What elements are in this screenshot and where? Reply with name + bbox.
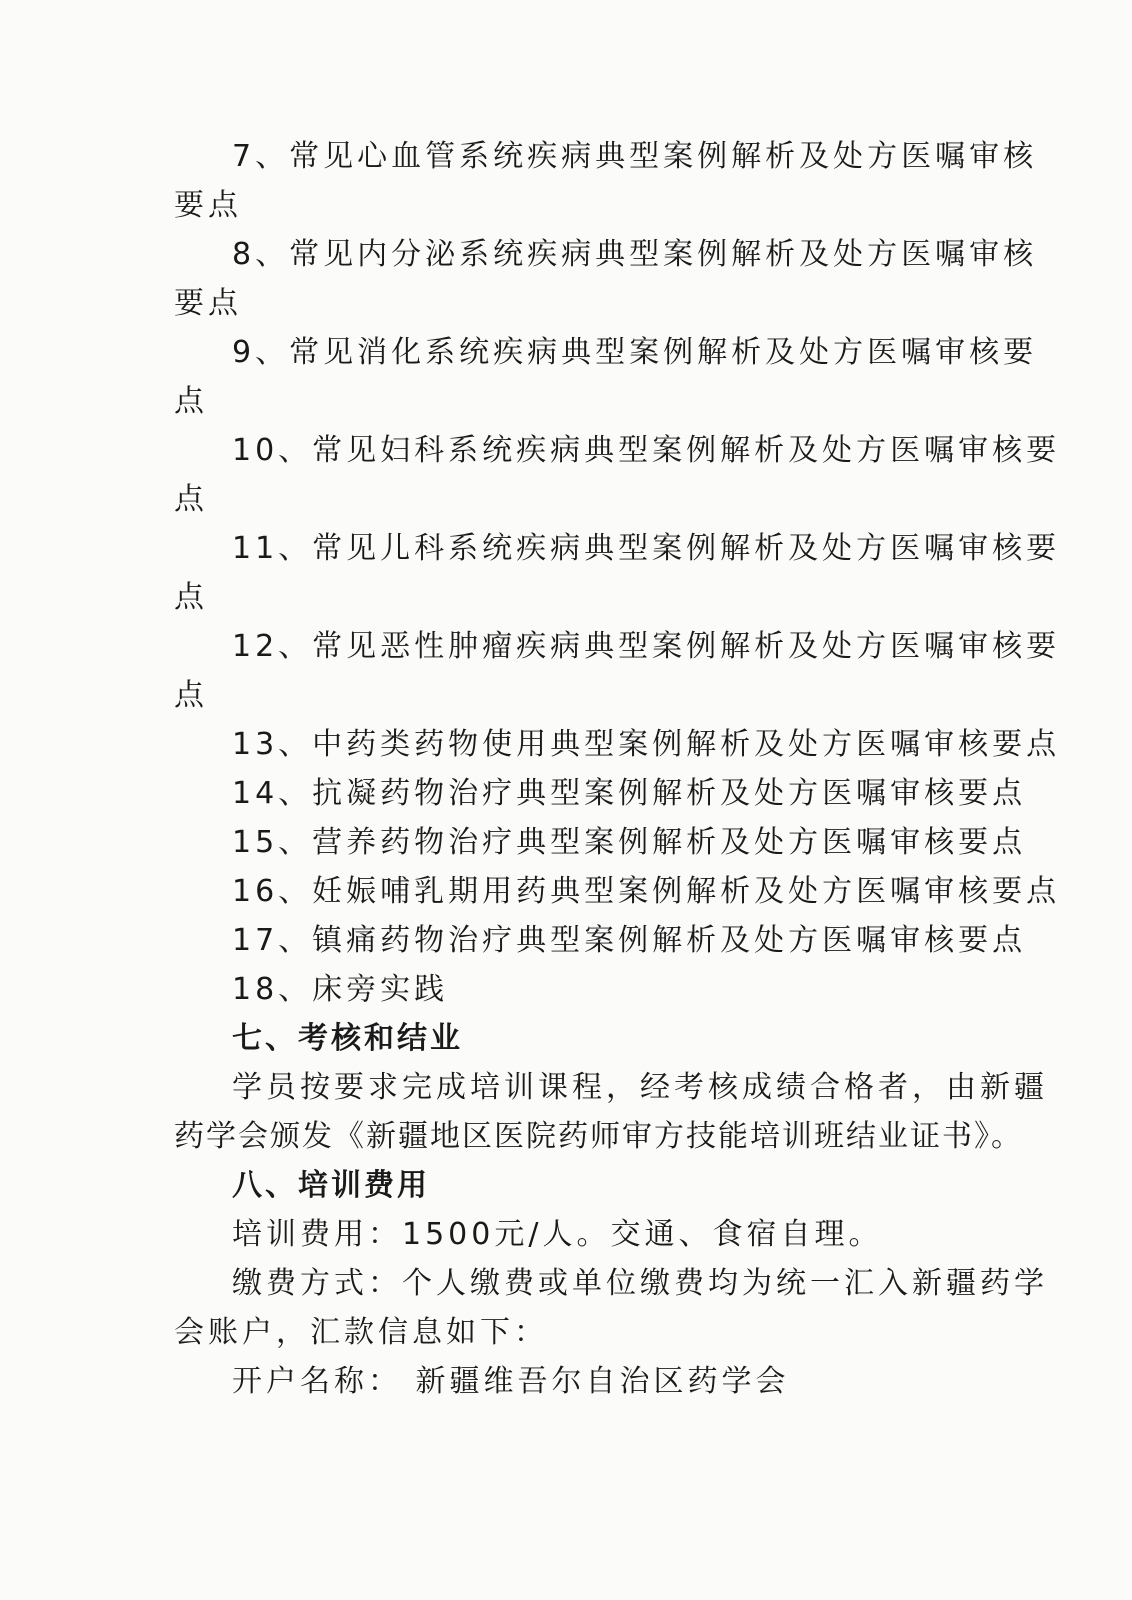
list-item <box>174 426 1061 524</box>
list-item <box>174 622 1061 720</box>
list-item-continuation: 点 <box>174 580 208 615</box>
list-item: 16、妊娠哺乳期用药典型案例解析及处方医嘱审核要点 <box>232 874 1061 909</box>
list-item <box>174 132 1038 230</box>
list-item: 18、床旁实践 <box>232 972 449 1007</box>
list-item <box>174 328 1038 426</box>
list-item-text: 10、常见妇科系统疾病典型案例解析及处方医嘱审核要 <box>232 433 1061 468</box>
list-item-text: 7、常见心血管系统疾病典型案例解析及处方医嘱审核 <box>232 139 1038 174</box>
payment-method-line: 缴费方式：个人缴费或单位缴费均为统一汇入新疆药学 <box>232 1266 1048 1301</box>
fee-line: 培训费用：1500元/人。交通、食宿自理。 <box>232 1217 883 1252</box>
list-item-text: 12、常见恶性肿瘤疾病典型案例解析及处方医嘱审核要 <box>232 629 1061 664</box>
list-item-continuation: 要点 <box>174 188 242 223</box>
section-heading-fees: 八、培训费用 <box>232 1168 430 1203</box>
payment-method-line: 会账户，汇款信息如下： <box>174 1315 548 1350</box>
list-item-text: 11、常见儿科系统疾病典型案例解析及处方医嘱审核要 <box>232 531 1061 566</box>
list-item: 15、营养药物治疗典型案例解析及处方医嘱审核要点 <box>232 825 1027 860</box>
assessment-paragraph-line: 学员按要求完成培训课程，经考核成绩合格者，由新疆 <box>232 1070 1048 1105</box>
list-item-continuation: 点 <box>174 384 208 419</box>
account-name-line: 开户名称： 新疆维吾尔自治区药学会 <box>232 1364 790 1399</box>
assessment-paragraph-line: 药学会颁发《新疆地区医院药师审方技能培训班结业证书》。 <box>174 1119 1023 1154</box>
section-heading-assessment: 七、考核和结业 <box>232 1021 463 1056</box>
list-item-continuation: 点 <box>174 678 208 713</box>
list-item-text: 9、常见消化系统疾病典型案例解析及处方医嘱审核要 <box>232 335 1038 370</box>
list-item: 13、中药类药物使用典型案例解析及处方医嘱审核要点 <box>232 727 1061 762</box>
list-item <box>174 524 1061 622</box>
list-item: 14、抗凝药物治疗典型案例解析及处方医嘱审核要点 <box>232 776 1027 811</box>
list-item <box>174 230 1038 328</box>
document-body <box>174 132 1061 1406</box>
list-item-continuation: 要点 <box>174 286 242 321</box>
list-item-text: 8、常见内分泌系统疾病典型案例解析及处方医嘱审核 <box>232 237 1038 272</box>
list-item: 17、镇痛药物治疗典型案例解析及处方医嘱审核要点 <box>232 923 1027 958</box>
list-item-continuation: 点 <box>174 482 208 517</box>
